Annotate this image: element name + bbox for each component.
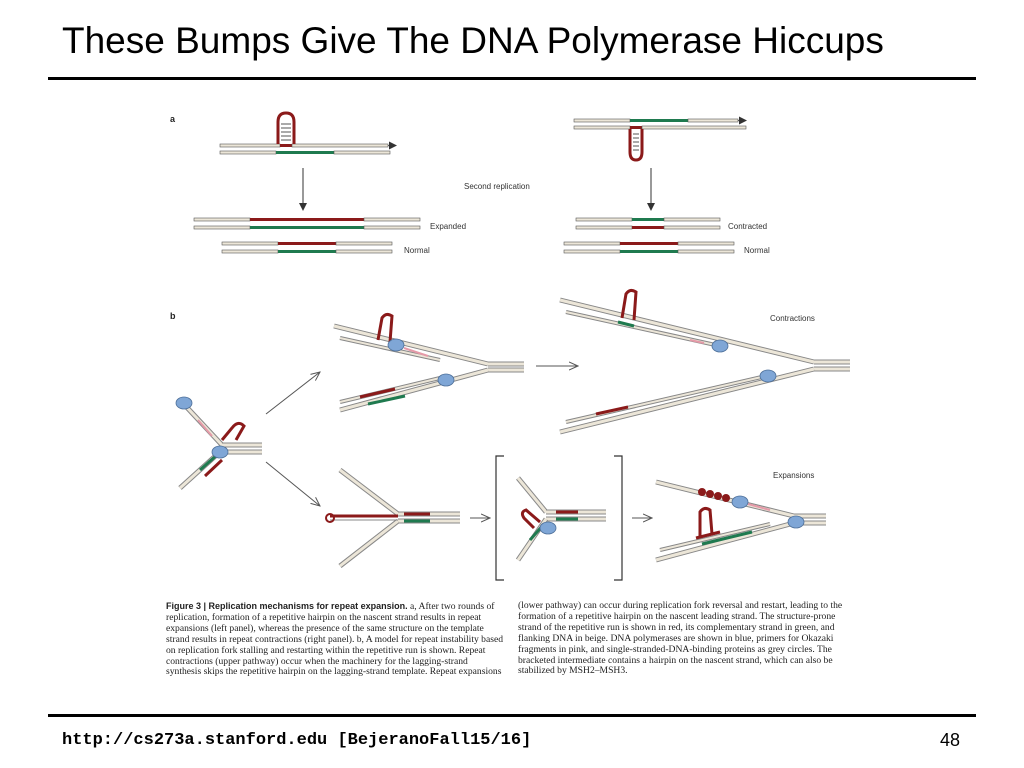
template-hairpin-icon xyxy=(630,129,642,160)
contracted-label: Contracted xyxy=(728,222,768,231)
bracketed-intermediate xyxy=(496,456,622,580)
contractions-label: Contractions xyxy=(770,314,815,323)
caption-right xyxy=(518,601,848,677)
figure-label: Figure 3 | Replication mechanisms for repeat expansion. xyxy=(166,601,408,611)
reversed-fork xyxy=(326,470,460,566)
contractions-fork xyxy=(560,290,850,432)
polymerase-icon xyxy=(540,522,556,534)
expansions-label: Expansions xyxy=(773,471,815,480)
expanded-duplex xyxy=(194,218,420,229)
polymerase-icon xyxy=(212,446,228,458)
upper-pathway-arrow xyxy=(266,372,320,414)
normal-duplex-left xyxy=(222,242,392,253)
footer-url: http://cs273a.stanford.edu [BejeranoFall15/16] xyxy=(62,731,532,750)
caption-left-text: a, After two rounds of replication, formation of a repetitive hairpin on the nascent strand results in repeat expansions (left panel), whereas the presence of the same structure on the template strand results in repeat contractions (right panel). b, A model for repeat instability based on replication fork stalling and restarting within the repetitive run is shown. Repeat contractions (upper pathway) occur when the machinery for the lagging-strand synthesis skips the repetitive hairpin on the lagging-strand template. Repeat expansions xyxy=(166,601,504,678)
lower-pathway-arrow xyxy=(266,462,320,506)
normal-label-left: Normal xyxy=(404,246,430,255)
page-number: 48 xyxy=(940,730,961,750)
footer-rule xyxy=(48,714,976,717)
contracted-duplex xyxy=(576,218,720,229)
panel-a-right-duplex xyxy=(574,119,746,129)
polymerase-icon xyxy=(732,496,748,508)
ssb-icon xyxy=(722,494,730,502)
ssb-icon xyxy=(714,492,722,500)
ssb-icon xyxy=(706,490,714,498)
caption-left xyxy=(166,601,504,678)
polymerase-icon xyxy=(388,339,404,351)
polymerase-icon xyxy=(712,340,728,352)
second-replication-label: Second replication xyxy=(464,182,530,191)
polymerase-icon xyxy=(760,370,776,382)
normal-duplex-right xyxy=(564,242,734,253)
panel-a-left-duplex xyxy=(220,144,396,154)
stalled-fork xyxy=(176,397,262,488)
hairpin-icon xyxy=(278,113,294,144)
panel-a-label: a xyxy=(170,114,176,124)
normal-label-right: Normal xyxy=(744,246,770,255)
polymerase-icon xyxy=(438,374,454,386)
expanded-label: Expanded xyxy=(430,222,467,231)
ssb-icon xyxy=(698,488,706,496)
expansions-fork xyxy=(656,482,826,560)
polymerase-icon xyxy=(176,397,192,409)
upper-middle-fork xyxy=(334,314,524,410)
panel-b-label: b xyxy=(170,311,176,321)
polymerase-icon xyxy=(788,516,804,528)
caption-right-text: (lower pathway) can occur during replication fork reversal and restart, leading to the formation of a repetitive hairpin on the nascent leading strand. The structure-prone strand of the repetitive run is shown in red, its complementary strand in green, and flanking DNA in beige. DNA polymerases are shown in blue, primers for Okazaki fragments in pink, and single-stranded-DNA-binding proteins as grey circles. The bracketed intermediate contains a hairpin on the nascent strand, which can also be stabilized by MSH2–MSH3. xyxy=(518,600,843,677)
slide-title: These Bumps Give The DNA Polymerase Hiccups xyxy=(62,20,884,61)
